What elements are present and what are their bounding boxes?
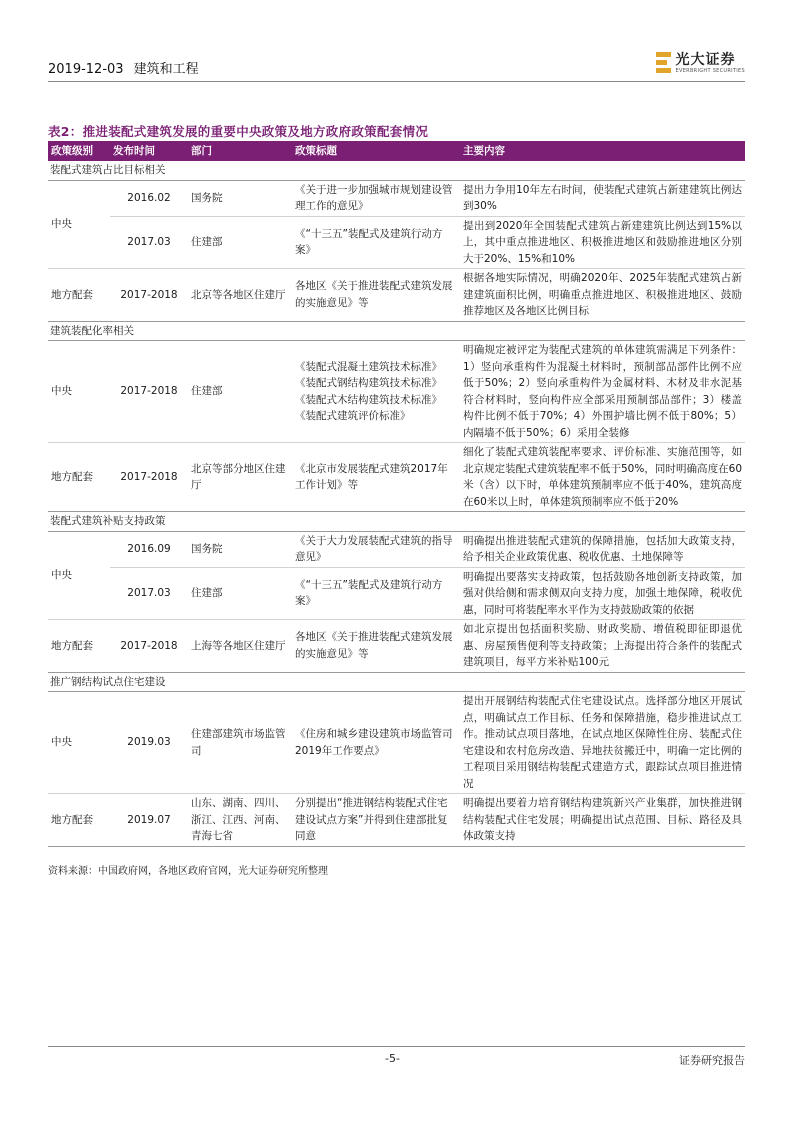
cell-content: 提出到2020年全国装配式建筑占新建建筑比例达到15%以上，其中重点推进地区、积极推进地区和鼓励推进地区分别大于20%、15%和10%: [460, 216, 745, 269]
table-row: [48, 269, 745, 322]
column-header-level: 政策级别: [48, 141, 110, 161]
cell-level: 中央: [48, 341, 110, 443]
header-meta: [48, 58, 199, 77]
cell-title: 《北京市发展装配式建筑2017年工作计划》等: [292, 443, 460, 512]
cell-dept: 住建部建筑市场监管司: [188, 692, 292, 794]
cell-title: 分别提出“推进钢结构装配式住宅建设试点方案”并得到住建部批复同意: [292, 794, 460, 847]
cell-title: 《“十三五”装配式及建筑行动方案》: [292, 567, 460, 620]
cell-level: 地方配套: [48, 443, 110, 512]
cell-title: 各地区《关于推进装配式建筑发展的实施意见》等: [292, 620, 460, 673]
section-row: [48, 672, 745, 692]
section-row: [48, 161, 745, 180]
table-row: [48, 216, 745, 269]
column-header-title: 政策标题: [292, 141, 460, 161]
cell-title: 《关于大力发展装配式建筑的指导意见》: [292, 531, 460, 567]
cell-date: 2017.03: [110, 567, 188, 620]
cell-level: 地方配套: [48, 794, 110, 847]
table-row: [48, 692, 745, 794]
page-header: [48, 51, 745, 80]
table-header-row: [48, 141, 745, 161]
cell-title: 《关于进一步加强城市规划建设管理工作的意见》: [292, 180, 460, 216]
cell-content: 明确提出要落实支持政策，包括鼓励各地创新支持政策，加强对供给侧和需求侧双向支持力度，加强土地保障，税收优惠，同时可将装配率水平作为支持鼓励政策的依据: [460, 567, 745, 620]
section-row: [48, 512, 745, 532]
cell-title: 《装配式混凝土建筑技术标准》《装配式钢结构建筑技术标准》《装配式木结构建筑技术标准》《装配式建筑评价标准》: [292, 341, 460, 443]
table-row: [48, 567, 745, 620]
cell-dept: 北京等各地区住建厅: [188, 269, 292, 322]
cell-date: 2017-2018: [110, 443, 188, 512]
footer-divider: [48, 1046, 745, 1047]
cell-title: 《住房和城乡建设建筑市场监管司2019年工作要点》: [292, 692, 460, 794]
cell-content: 明确提出推进装配式建筑的保障措施，包括加大政策支持，给予相关企业政策优惠、税收优惠、土地保障等: [460, 531, 745, 567]
logo-name-cn: 光大证券: [675, 51, 736, 68]
logo-name-en: EVERBRIGHT SECURITIES: [675, 67, 745, 74]
section-label: 推广钢结构试点住宅建设: [48, 672, 745, 692]
cell-dept: 上海等各地区住建厅: [188, 620, 292, 673]
report-date: 2019-12-03: [48, 62, 124, 77]
table-row: [48, 794, 745, 847]
footer-label: 证券研究报告: [679, 1054, 745, 1067]
cell-content: 根据各地实际情况，明确2020年、2025年装配式建筑占新建建筑面积比例，明确重点推进地区、积极推进地区、鼓励推荐地区及各地区比例目标: [460, 269, 745, 322]
report-sector: 建筑和工程: [133, 62, 199, 77]
cell-dept: 国务院: [188, 180, 292, 216]
cell-date: 2017-2018: [110, 620, 188, 673]
cell-date: 2019.07: [110, 794, 188, 847]
cell-level: 中央: [48, 180, 110, 269]
section-label: 建筑装配化率相关: [48, 321, 745, 341]
column-header-date: 发布时间: [110, 141, 188, 161]
section-row: [48, 321, 745, 341]
logo-mark-icon: [656, 52, 671, 74]
table-row: [48, 443, 745, 512]
table-row: [48, 180, 745, 216]
cell-dept: 山东、湖南、四川、浙江、江西、河南、青海七省: [188, 794, 292, 847]
table-row: [48, 620, 745, 673]
table-title: 表2：推进装配式建筑发展的重要中央政策及地方政府政策配套情况: [48, 124, 429, 139]
header-divider: [48, 81, 745, 82]
page-number: -5-: [385, 1052, 400, 1065]
cell-content: 提出开展钢结构装配式住宅建设试点。选择部分地区开展试点，明确试点工作目标、任务和保障措施，稳步推进试点工作。推动试点项目落地，在试点地区保障性住房、装配式住宅建设和农村危房改造、异地扶贫搬迁中，明确一定比例的工程项目采用钢结构装配式建造方式，跟踪试点项目推进情况: [460, 692, 745, 794]
cell-content: 细化了装配式建筑装配率要求、评价标准、实施范围等，如北京规定装配式建筑装配率不低于50%，同时明确高度在60米（含）以下时，单体建筑预制率应不低于40%，建筑高度在60米以上时，单体建筑预制率应不低于20%: [460, 443, 745, 512]
column-header-dept: 部门: [188, 141, 292, 161]
section-label: 装配式建筑占比目标相关: [48, 161, 745, 180]
cell-date: 2016.02: [110, 180, 188, 216]
company-logo: [656, 48, 745, 78]
section-label: 装配式建筑补贴支持政策: [48, 512, 745, 532]
cell-dept: 住建部: [188, 567, 292, 620]
cell-content: 提出力争用10年左右时间，使装配式建筑占新建建筑比例达到30%: [460, 180, 745, 216]
table-row: [48, 341, 745, 443]
cell-dept: 住建部: [188, 216, 292, 269]
cell-date: 2019.03: [110, 692, 188, 794]
policy-table: [48, 141, 745, 847]
cell-level: 中央: [48, 531, 110, 620]
cell-title: 各地区《关于推进装配式建筑发展的实施意见》等: [292, 269, 460, 322]
cell-date: 2017-2018: [110, 269, 188, 322]
table-row: [48, 531, 745, 567]
cell-dept: 北京等部分地区住建厅: [188, 443, 292, 512]
cell-level: 中央: [48, 692, 110, 794]
column-header-content: 主要内容: [460, 141, 745, 161]
cell-level: 地方配套: [48, 269, 110, 322]
cell-title: 《“十三五”装配式及建筑行动方案》: [292, 216, 460, 269]
cell-content: 如北京提出包括面积奖励、财政奖励、增值税即征即退优惠、房屋预售便利等支持政策；上海提出符合条件的装配式建筑项目，每平方米补贴100元: [460, 620, 745, 673]
cell-date: 2017-2018: [110, 341, 188, 443]
source-note: 资料来源：中国政府网，各地区政府官网，光大证券研究所整理: [48, 866, 328, 877]
cell-content: 明确提出要着力培育钢结构建筑新兴产业集群，加快推进钢结构装配式住宅发展；明确提出试点范围、目标、路径及具体政策支持: [460, 794, 745, 847]
cell-level: 地方配套: [48, 620, 110, 673]
cell-date: 2016.09: [110, 531, 188, 567]
cell-date: 2017.03: [110, 216, 188, 269]
cell-content: 明确规定被评定为装配式建筑的单体建筑需满足下列条件：1）竖向承重构件为混凝土材料时，预制部品部件比例不应低于50%；2）竖向承重构件为金属材料、木材及非水泥基符合材料时，竖向构件应全部采用预制部品部件；3）楼盖构件比例不低于70%；4）外围护墙比例不低于80%；5）内隔墙不低于50%；6）采用全装修: [460, 341, 745, 443]
cell-dept: 住建部: [188, 341, 292, 443]
cell-dept: 国务院: [188, 531, 292, 567]
